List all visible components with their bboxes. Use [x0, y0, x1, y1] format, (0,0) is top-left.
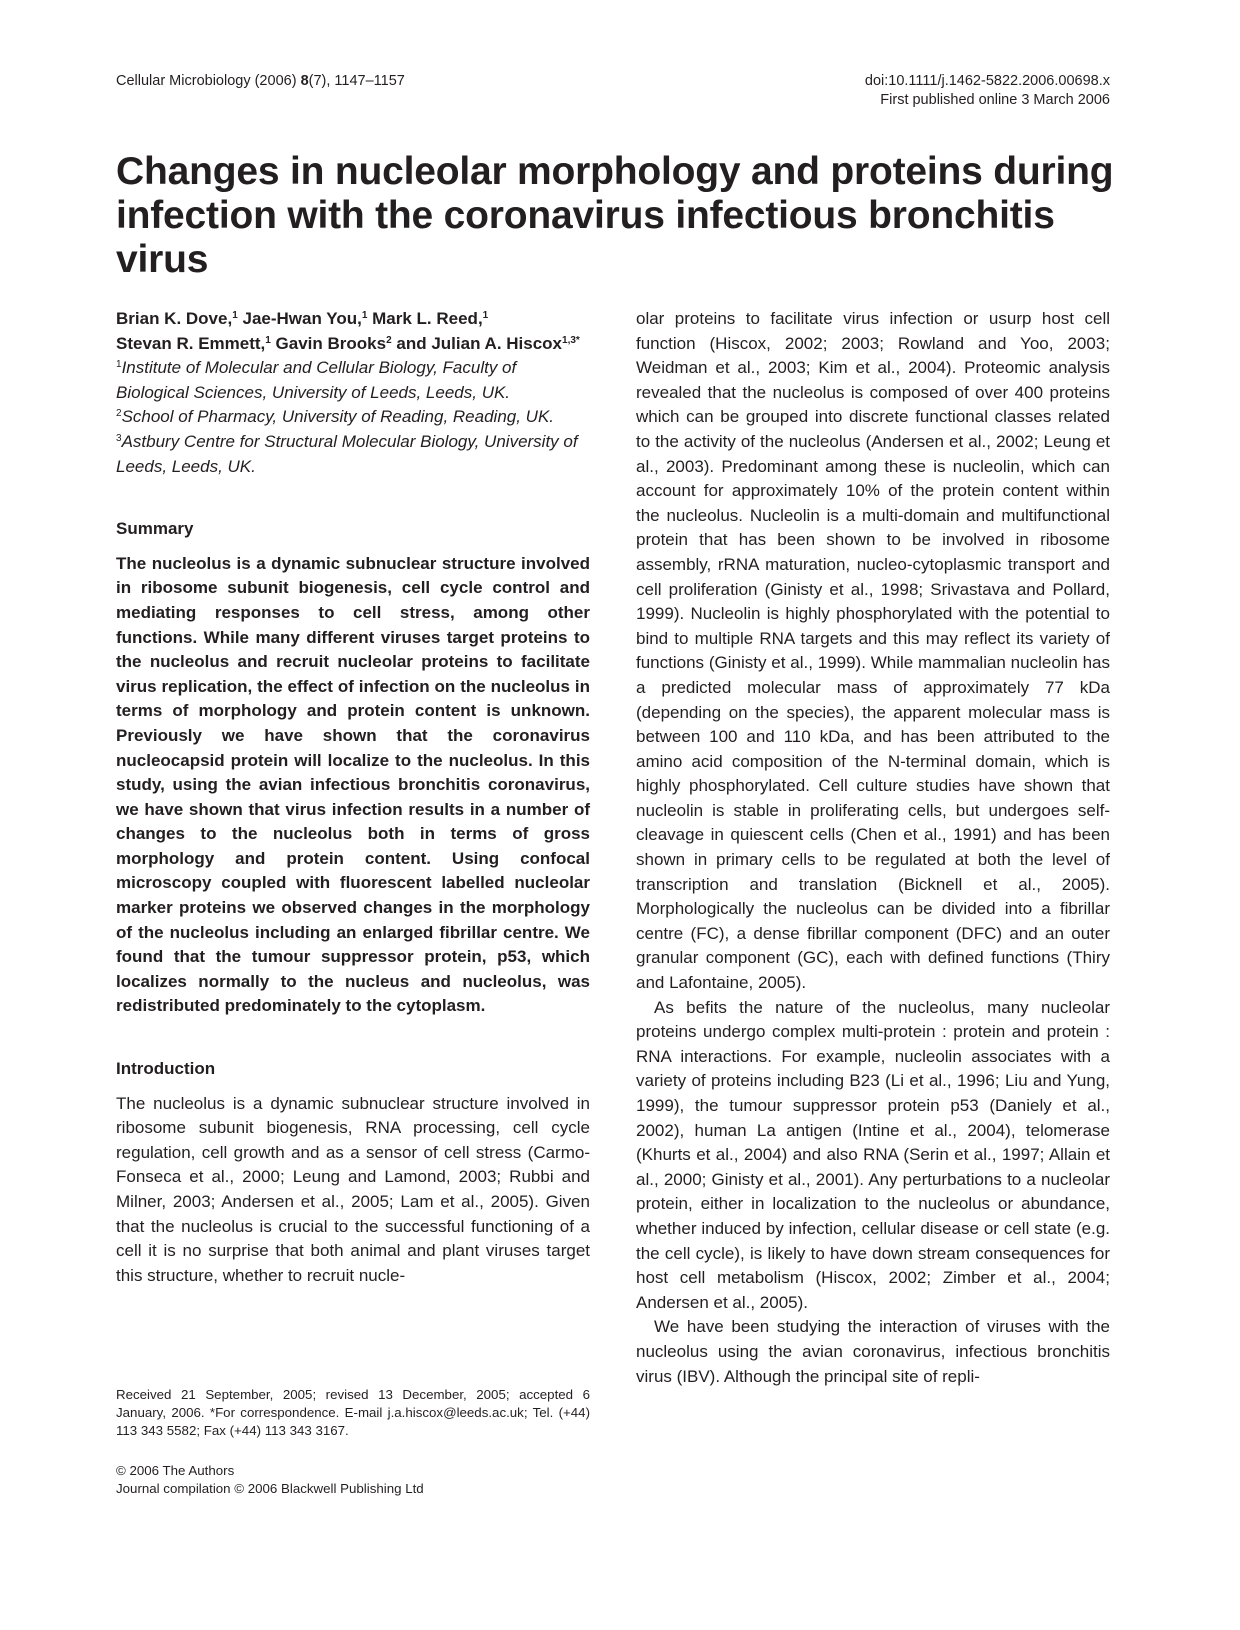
article-title: Changes in nucleolar morphology and proteins during infection with the coronavirus infectious bronchitis virus	[116, 150, 1114, 281]
journal-volume: 8	[300, 73, 309, 89]
author: and Julian A. Hiscox	[391, 333, 563, 353]
copyright-authors: © 2006 The Authors	[116, 1463, 235, 1478]
introduction-heading: Introduction	[116, 1059, 216, 1079]
author-affiliation-ref: 1	[265, 334, 271, 346]
summary-text: The nucleolus is a dynamic subnuclear structure involved in ribosome subunit biogenesis, cell cycle control and mediating responses to cell stress, among other functions. While many different viruses target proteins to the nucleolus and recruit nucleolar proteins to facilitate virus replication, the effect of infection on the nucleolus in terms of morphology and protein content is unknown. Previously we have shown that the coronavirus nucleocapsid protein will localize to the nucleolus. In this study, using the avian infectious bronchitis coronavirus, we have shown that virus infection results in a number of changes to the nucleolus both in terms of gross morphology and protein content. Using confocal microscopy coupled with fluorescent labelled nucleolar marker proteins we observed changes in the morphology of the nucleolus including an enlarged fibrillar centre. We found that the tumour suppressor protein, p53, which localizes normally to the nucleus and nucleolus, was redistributed predominately to the cytoplasm.	[116, 553, 590, 1016]
doi[interactable]: doi:10.1111/j.1462-5822.2006.00698.x	[864, 73, 1110, 89]
left-column	[116, 307, 590, 1288]
author-affiliation-ref: 1	[361, 310, 368, 321]
author: Brian K. Dove,	[116, 309, 233, 328]
copyright-publisher: Journal compilation © 2006 Blackwell Publishing Ltd	[116, 1481, 424, 1496]
intro-paragraph: We have been studying the interaction of viruses with the nucleolus using the avian coronavirus, infectious bronchitis virus (IBV). Although the principal site of repli-	[636, 1317, 1110, 1386]
publication-info	[865, 72, 1110, 110]
author: Gavin Brooks	[270, 333, 387, 353]
intro-paragraph: As befits the nature of the nucleolus, many nucleolar proteins undergo complex multi-protein : protein and protein : RNA interactions. For example, nucleolin associates with a variety of proteins including B23 (Li et al., 1996; Liu and Yung, 1999), the tumour suppressor protein p53 (Daniely et al., 2002), human La antigen (Intine et al., 2004), telomerase (Khurts et al., 2004) and also RNA (Serin et al., 1997; Allain et al., 2000; Ginisty et al., 2001). Any perturbations to a nucleolar protein, either in localization to the nucleolus or abundance, whether induced by infection, cellular disease or cell state (e.g. the cell cycle), is likely to have down stream consequences for host cell metabolism (Hiscox, 2002; Zimber et al., 2004; Andersen et al., 2005).	[636, 997, 1110, 1312]
intro-paragraph-continued: olar proteins to facilitate virus infection or usurp host cell function (Hiscox, 2002; 2003; Rowland and Yoo, 2003; Weidman et al., 2003; Kim et al., 2004). Proteomic analysis revealed that the nucleolus is composed of over 400 proteins which can be grouped into discrete functional classes related to the activity of the nucleolus (Andersen et al., 2002; Leung et al., 2003). Predominant among these is nucleolin, which can account for approximately 10% of the protein content within the nucleolus. Nucleolin is a multi-domain and multifunctional protein that has been shown to be involved in ribosome assembly, rRNA maturation, nucleo-cytoplasmic transport and cell proliferation (Ginisty et al., 1998; Srivastava and Pollard, 1999). Nucleolin is highly phosphorylated with the potential to bind to multiple RNA targets and this may reflect its variety of functions (Ginisty et al., 1999). While mammalian nucleolin has a predicted molecular mass of approximately 77 kDa (depending on the species), the apparent molecular mass is between 100 and 110 kDa, and has been attributed to the amino acid composition of the N-terminal domain, which is highly phosphorylated. Cell culture studies have shown that nucleolin is stable in proliferating cells, but undergoes self-cleavage in quiescent cells (Chen et al., 1991) and has been shown in primary cells to be regulated at both the level of transcription and translation (Bicknell et al., 2005). Morphologically the nucleolus can be divided into a fibrillar centre (FC), a dense fibrillar component (DFC) and an outer granular component (GC), each with defined functions (Thiry and Lafontaine, 2005).	[636, 309, 1110, 993]
summary-heading: Summary	[116, 519, 194, 539]
author: Mark L. Reed,	[367, 309, 483, 328]
intro-paragraph: The nucleolus is a dynamic subnuclear structure involved in ribosome subunit biogenesis, RNA processing, cell cycle regulation, cell growth and as a sensor of cell stress (Carmo-Fonseca et al., 2000; Leung and Lamond, 2003; Rubbi and Milner, 2003; Andersen et al., 2005; Lam et al., 2005). Given that the nucleolus is crucial to the successful functioning of a cell it is no surprise that both animal and plant viruses target this structure, whether to recruit nucle-	[116, 1093, 590, 1285]
copyright-notice	[116, 1462, 590, 1498]
affiliation: $^3$Astbury Centre for Structural Molecular Biology, University of Leeds, Leeds, UK.	[116, 431, 578, 476]
author-affiliation-ref: 1	[232, 310, 238, 321]
journal-name: Cellular Microbiology (2006)	[116, 73, 301, 89]
author: Stevan R. Emmett,	[116, 333, 266, 353]
author: Jae-Hwan You,	[237, 309, 362, 328]
author-list	[116, 307, 590, 356]
author-affiliation-ref: 1	[482, 310, 489, 321]
affiliation: $^1$Institute of Molecular and Cellular Biology, Faculty of Biological Sciences, University of Leeds, Leeds, UK.	[116, 358, 517, 402]
publication-date: First published online 3 March 2006	[880, 92, 1110, 108]
journal-citation	[116, 72, 405, 91]
received-footnote: Received 21 September, 2005; revised 13 December, 2005; accepted 6 January, 2006. *For correspondence. E-mail j.a.hiscox@leeds.ac.uk; Tel. (+44) 113 343 5582; Fax (+44) 113 343 3167.	[116, 1387, 590, 1438]
author-affiliation-ref: 2	[386, 334, 392, 346]
journal-issue-pages: (7), 1147–1157	[308, 73, 405, 89]
affiliation: $^2$School of Pharmacy, University of Reading, Reading, UK.	[116, 407, 555, 427]
right-column	[636, 307, 1110, 1389]
author-affiliation-ref: 1,3*	[562, 334, 580, 346]
